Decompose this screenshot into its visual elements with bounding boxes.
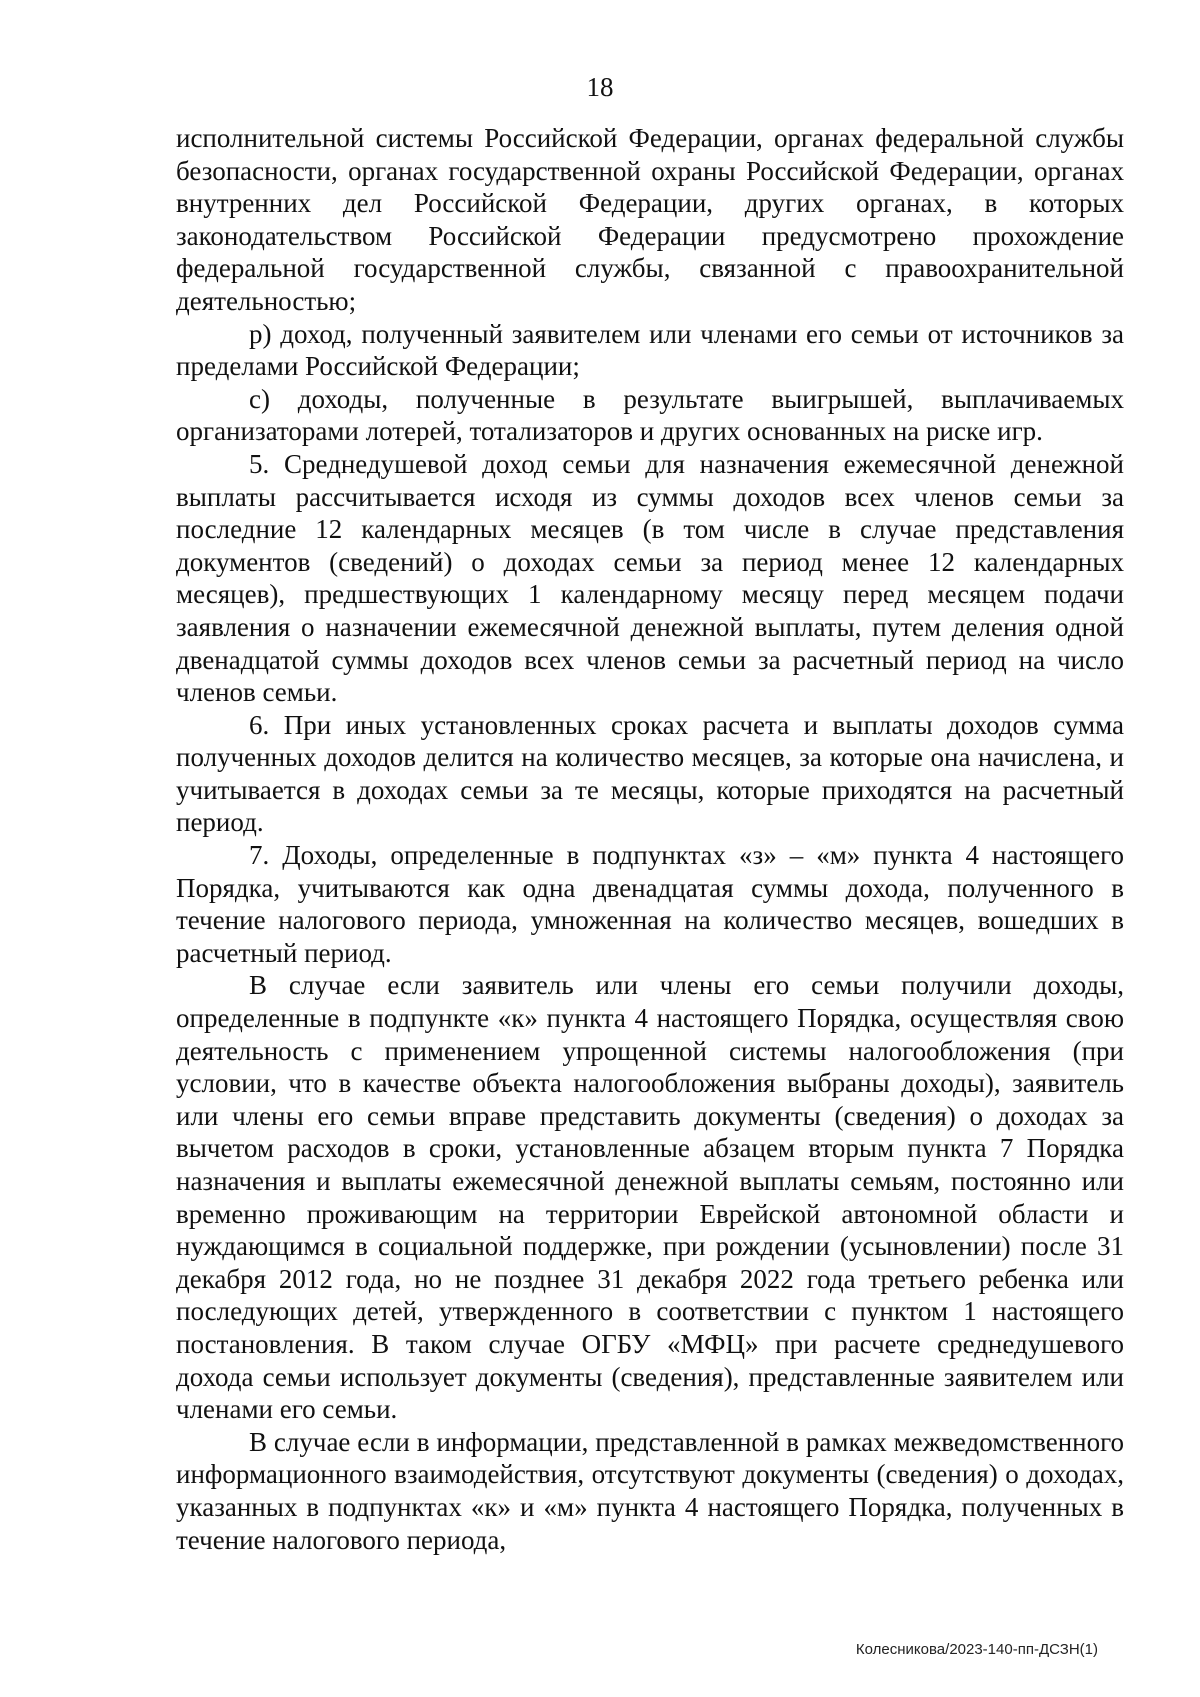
paragraph-item-5: 5. Среднедушевой доход семьи для назначения ежемесячной денежной выплаты рассчитывается исходя из суммы доходов всех членов семьи за последние 12 календарных месяцев (в том числе в случае представления документов (сведений) о доходах семьи за период менее 12 календарных месяцев), предшествующих 1 календарному месяцу перед месяцем подачи заявления о назначении ежемесячной денежной выплаты, путем деления одной двенадцатой суммы доходов всех членов семьи за расчетный период на число членов семьи. (176, 448, 1124, 708)
page-number: 18 (586, 72, 614, 102)
paragraph-item-6: 6. При иных установленных сроках расчета и выплаты доходов сумма полученных доходов делится на количество месяцев, за которые она начислена, и учитывается в доходах семьи за те месяцы, которые приходятся на расчетный период. (176, 709, 1124, 838)
paragraph-item-7-clause-2: В случае если заявитель или члены его семьи получили доходы, определенные в подпункте «к» пункта 4 настоящего Порядка, осуществляя свою деятельность с применением упрощенной системы налогообложения (при условии, что в качестве объекта налогообложения выбраны доходы), заявитель или члены его семьи вправе представить документы (сведения) о доходах за вычетом расходов в сроки, установленные абзацем вторым пункта 7 Порядка назначения и выплаты ежемесячной денежной выплаты семьям, постоянно или временно проживающим на территории Еврейской автономной области и нуждающимся в социальной поддержке, при рождении (усыновлении) после 31 декабря 2012 года, но не позднее 31 декабря 2022 года третьего ребенка или последующих детей, утвержденного в соответствии с пунктом 1 настоящего постановления. В таком случае ОГБУ «МФЦ» при расчете среднедушевого дохода семьи использует документы (сведения), представленные заявителем или членами его семьи. (176, 970, 1124, 1425)
paragraph-subitem-s: с) доходы, полученные в результате выигрышей, выплачиваемых организаторами лотерей, тотализаторов и других основанных на риске игр. (176, 383, 1124, 447)
paragraph-item-7-clause-3: В случае если в информации, представленной в рамках межведомственного информационного взаимодействия, отсутствуют документы (сведения) о доходах, указанных в подпунктах «к» и «м» пункта 4 настоящего Порядка, полученных в течение налогового периода, (176, 1426, 1124, 1555)
document-reference-footer: Колесникова/2023-140-пп-ДСЗН(1) (855, 1641, 1098, 1658)
paragraph-subitem-r: р) доход, полученный заявителем или членами его семьи от источников за пределами Российской Федерации; (176, 318, 1124, 382)
document-body (176, 122, 1124, 1556)
paragraph-item-7: 7. Доходы, определенные в подпунктах «з» – «м» пункта 4 настоящего Порядка, учитываются как одна двенадцатая суммы дохода, полученного в течение налогового периода, умноженная на количество месяцев, вошедших в расчетный период. (176, 840, 1124, 968)
paragraph-continuation: исполнительной системы Российской Федерации, органах федеральной службы безопасности, органах государственной охраны Российской Федерации, органах внутренних дел Российской Федерации, других органах, в которых законодательством Российской Федерации предусмотрено прохождение федеральной государственной службы, связанной с правоохранительной деятельностью; (176, 123, 1124, 316)
